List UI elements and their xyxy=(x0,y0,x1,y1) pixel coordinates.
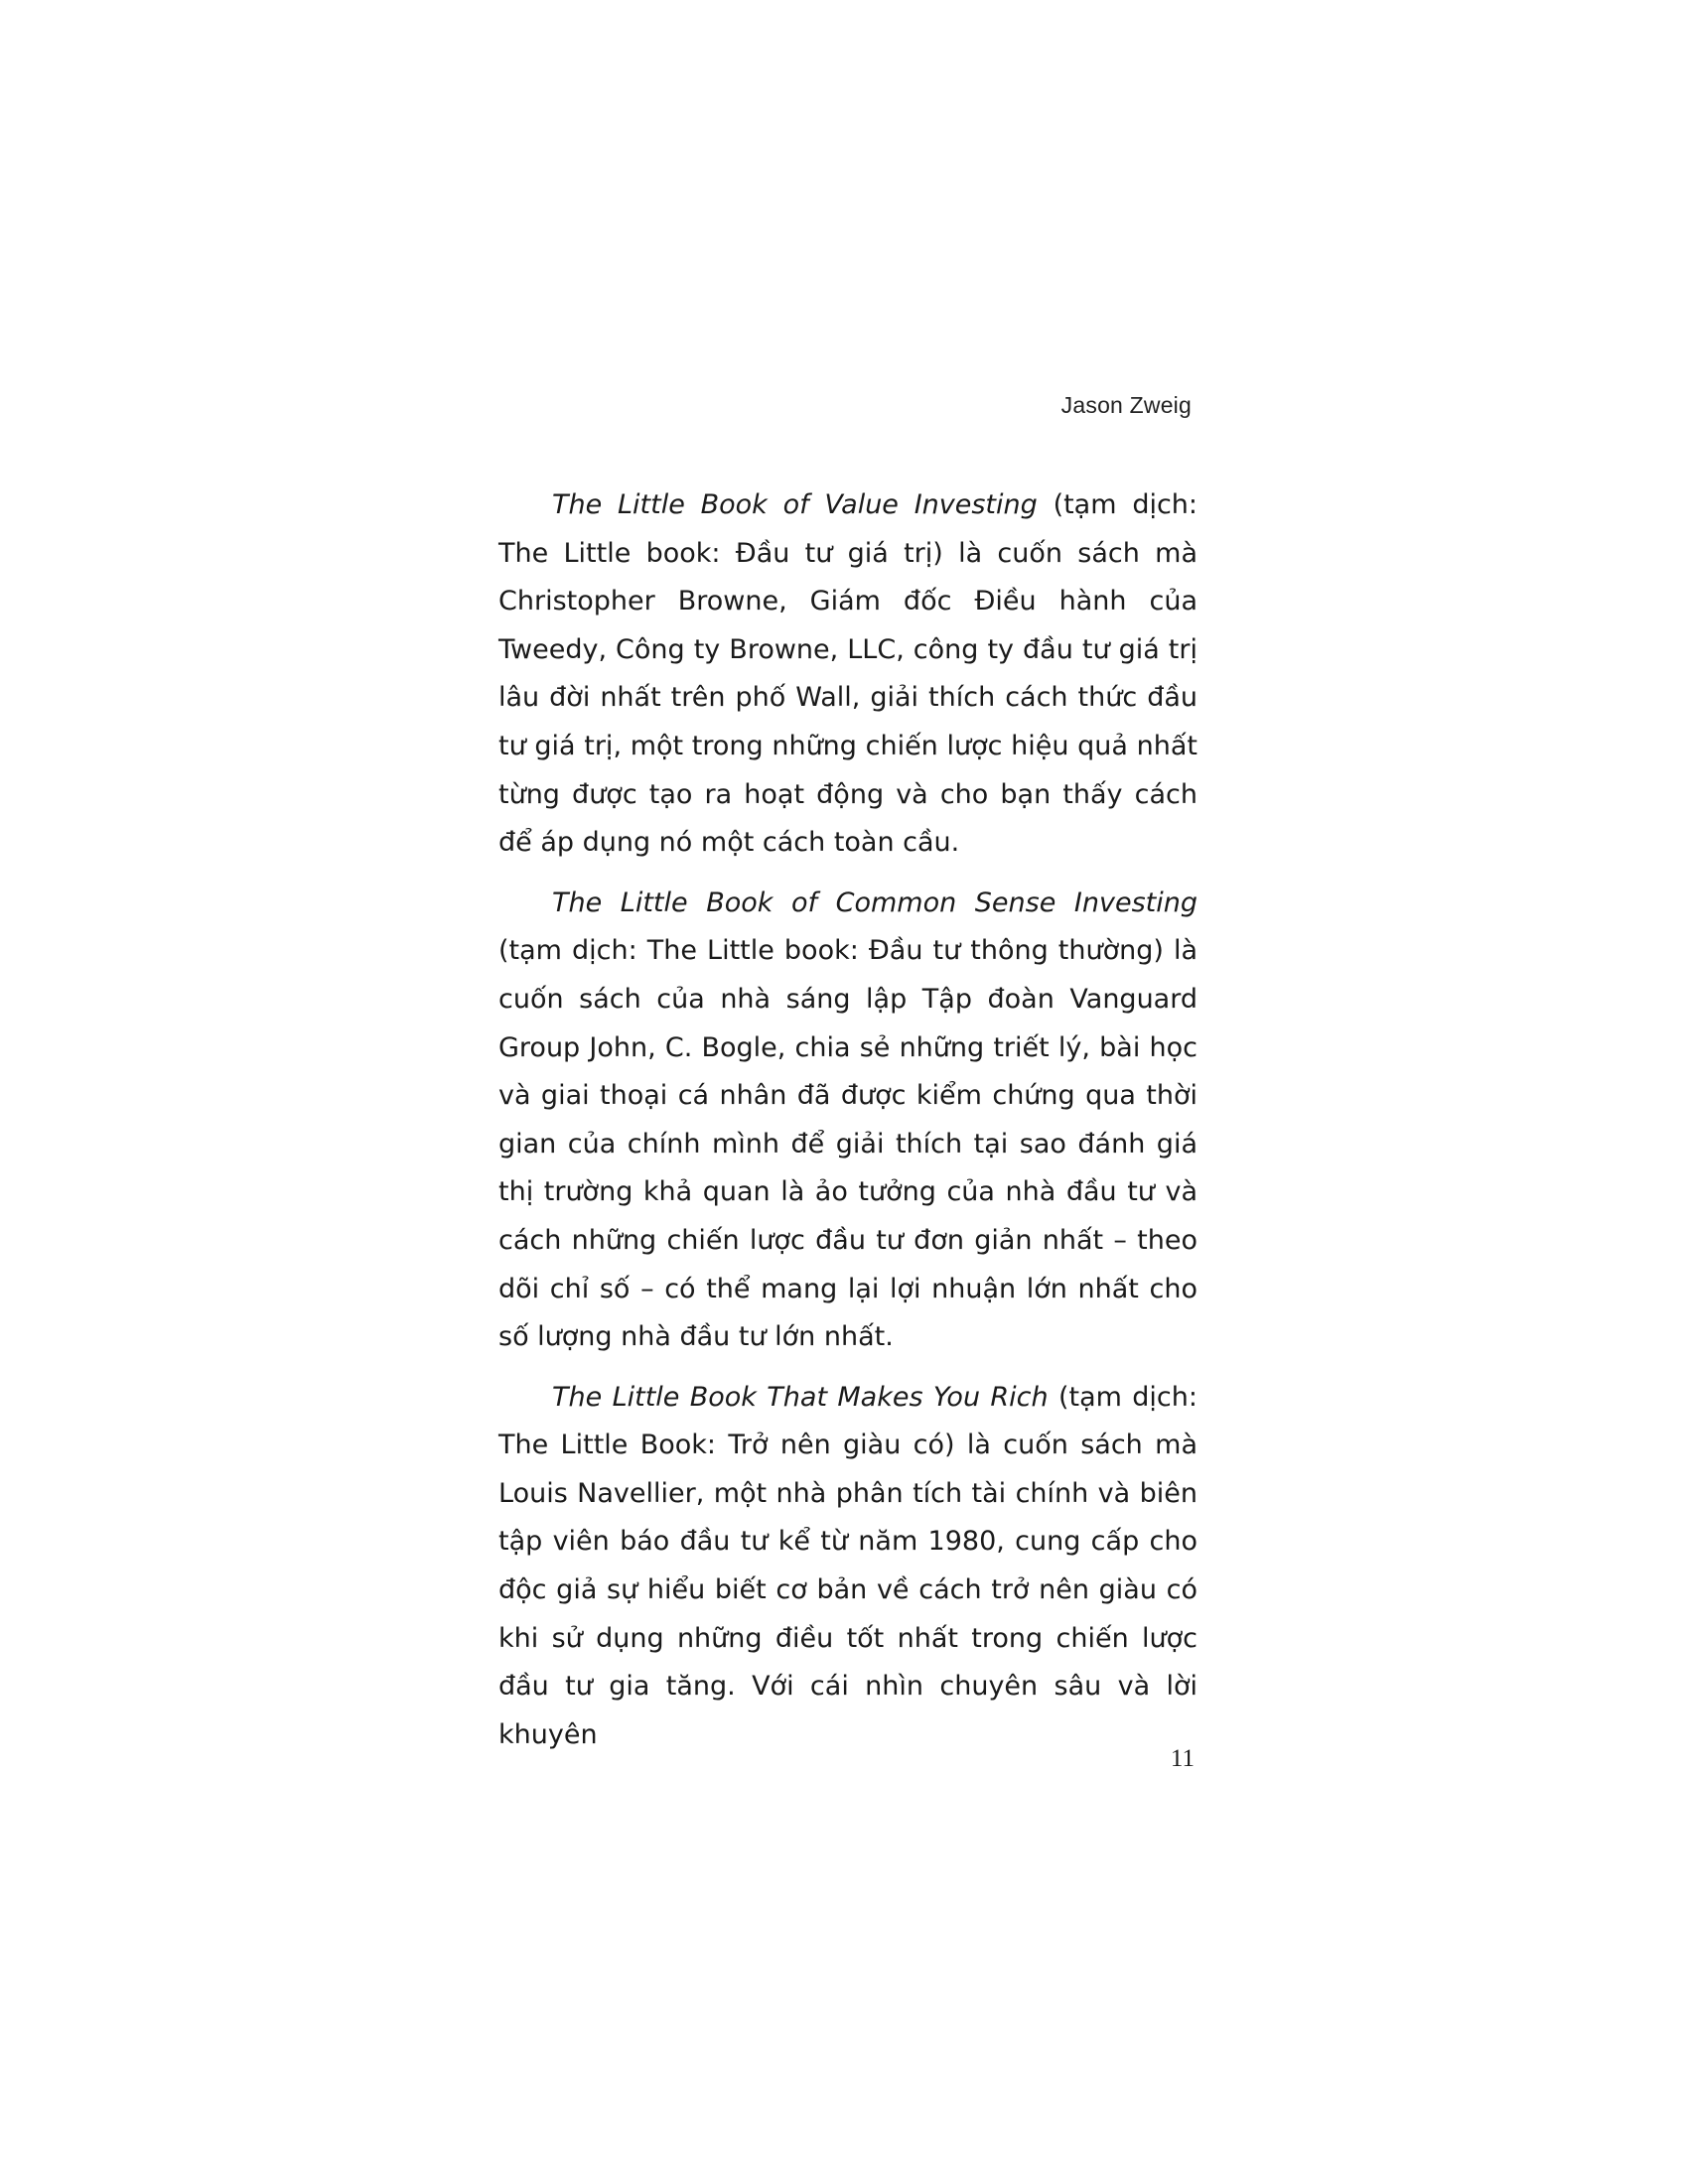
paragraph-text: (tạm dịch: The Little Book: Trở nên giàu có) là cuốn sách mà Louis Navellier, một nhà phân tích tài chính và biên tập viên báo đầu tư kể từ năm 1980, cung cấp cho độc giả sự hiểu biết cơ bản về cách trở nên giàu có khi sử dụng những điều tốt nhất trong chiến lược đầu tư gia tăng. Với cái nhìn chuyên sâu và lời khuyên xyxy=(498,1381,1197,1750)
page-number: 11 xyxy=(1170,1745,1195,1772)
paragraph-makes-you-rich xyxy=(498,1374,1197,1760)
book-title: The Little Book That Makes You Rich xyxy=(552,1381,1049,1413)
paragraph-value-investing xyxy=(498,481,1197,868)
book-title: The Little Book of Common Sense Investing xyxy=(552,887,1197,918)
body-text xyxy=(498,481,1197,1771)
running-head-author: Jason Zweig xyxy=(1060,392,1192,418)
paragraph-common-sense-investing xyxy=(498,880,1197,1362)
book-title: The Little Book of Value Investing xyxy=(552,489,1038,520)
paragraph-text: (tạm dịch: The Little book: Đầu tư thông thường) là cuốn sách của nhà sáng lập Tập đoàn Vanguard Group John, C. Bogle, chia sẻ những triết lý, bài học và giai thoại cá nhân đã được kiểm chứng qua thời gian của chính mình để giải thích tại sao đánh giá thị trường khả quan là ảo tưởng của nhà đầu tư và cách những chiến lược đầu tư đơn giản nhất – theo dõi chỉ số – có thể mang lại lợi nhuận lớn nhất cho số lượng nhà đầu tư lớn nhất. xyxy=(498,935,1197,1353)
paragraph-text: (tạm dịch: The Little book: Đầu tư giá trị) là cuốn sách mà Christopher Browne, Giám đốc Điều hành của Tweedy, Công ty Browne, LLC, công ty đầu tư giá trị lâu đời nhất trên phố Wall, giải thích cách thức đầu tư giá trị, một trong những chiến lược hiệu quả nhất từng được tạo ra hoạt động và cho bạn thấy cách để áp dụng nó một cách toàn cầu. xyxy=(498,489,1198,859)
